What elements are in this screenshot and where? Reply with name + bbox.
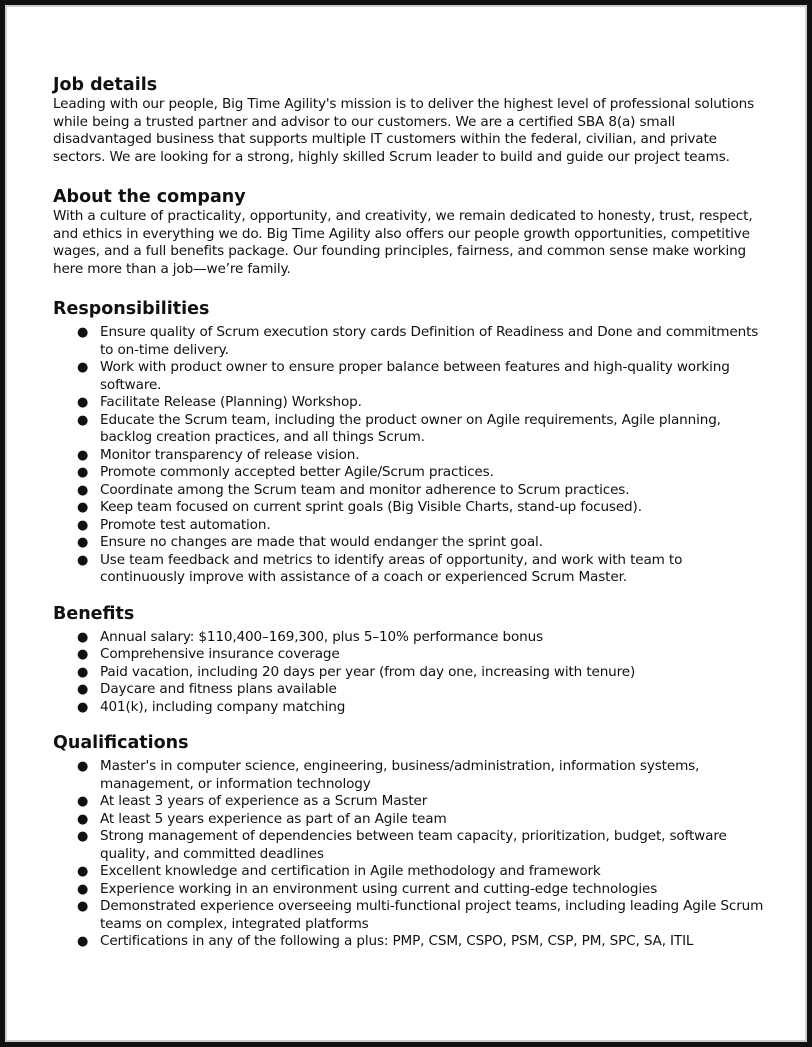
list-item-text: Coordinate among the Scrum team and monitor adherence to Scrum practices. [100,481,630,498]
section-heading: About the company [53,187,246,207]
list-item-text: Excellent knowledge and certification in Agile methodology and framework [100,863,601,879]
list-item [53,811,765,829]
list-item [53,412,765,447]
list-item-text: Promote commonly accepted better Agile/Scrum practices. [100,464,494,480]
qualifications-section [53,732,765,951]
list-item-text: Keep team focused on current sprint goals (Big Visible Charts, stand-up focused). [100,499,642,515]
list-item-text: Comprehensive insurance coverage [100,646,340,662]
list-item [53,464,765,482]
bullet-list [53,758,765,951]
list-item [53,881,765,899]
list-item [53,681,765,699]
list-item-text: Experience working in an environment using current and cutting-edge technologies [100,880,658,897]
list-item [53,517,765,535]
list-item [53,324,765,359]
list-item-text: Use team feedback and metrics to identify areas of opportunity, and work with team to continuously improve with assistance of a coach or experienced Scrum Master. [100,551,683,585]
list-item [53,499,765,517]
bullet-icon: ● [77,447,89,463]
bullet-icon: ● [77,881,89,897]
bullet-icon: ● [77,517,89,533]
bullet-icon: ● [77,500,89,515]
bullet-icon: ● [77,482,89,498]
list-item-text: Educate the Scrum team, including the product owner on Agile requirements, Agile planning, backlog creation practices, and all things Scrum. [100,411,721,445]
section-paragraph: With a culture of practicality, opportunity, and creativity, we remain dedicated to honesty, trust, respect, and ethics in everything we do. Big Time Agility also offers our people growth opportunities, competitive wages, and a full benefits package. Our founding principles, fairness, and common sense make working here more than a job—we’re family. [53,208,753,277]
list-item-text: Ensure no changes are made that would endanger the sprint goal. [100,534,543,550]
bullet-icon: ● [77,934,89,949]
responsibilities-section [53,298,765,587]
list-item [53,629,765,647]
bullet-icon: ● [77,664,89,680]
section-heading: Qualifications [53,733,189,753]
bullet-icon: ● [77,395,89,410]
list-item-text: Paid vacation, including 20 days per year (from day one, increasing with tenure) [100,663,636,680]
list-item [53,447,765,465]
list-item [53,534,765,552]
about-company-section [53,186,765,278]
list-item-text: Certifications in any of the following a plus: PMP, CSM, CSPO, PSM, CSP, PM, SPC, SA, ITIL [100,933,694,949]
list-item-text: Ensure quality of Scrum execution story cards Definition of Readiness and Done and commitments to on-time delivery. [100,324,759,358]
bullet-icon: ● [77,465,89,480]
bullet-icon: ● [77,794,89,809]
list-item-text: Promote test automation. [100,516,271,533]
list-item [53,828,765,863]
bullet-icon: ● [77,699,89,715]
list-item [53,793,765,811]
list-item [53,933,765,951]
bullet-icon: ● [77,552,89,568]
list-item-text: Daycare and fitness plans available [100,681,337,697]
bullet-icon: ● [77,325,89,340]
section-paragraph: Leading with our people, Big Time Agility's mission is to deliver the highest level of professional solutions while being a trusted partner and advisor to our customers. We are a certified SBA 8(a) small disadvantaged business that supports multiple IT customers within the federal, civilian, and private sectors. We are looking for a strong, highly skilled Scrum leader to build and guide our project teams. [53,96,755,165]
job-posting-document [53,74,765,967]
list-item [53,699,765,717]
list-item [53,482,765,500]
bullet-icon: ● [77,360,89,375]
bullet-icon: ● [77,811,89,827]
benefits-section [53,603,765,717]
list-item [53,758,765,793]
bullet-icon: ● [77,864,89,879]
list-item [53,863,765,881]
bullet-list [53,324,765,587]
bullet-icon: ● [77,829,89,844]
bullet-icon: ● [77,647,89,662]
bullet-icon: ● [77,759,89,774]
bullet-icon: ● [77,535,89,550]
bullet-icon: ● [77,412,89,428]
section-heading: Responsibilities [53,299,210,319]
list-item-text: Strong management of dependencies between team capacity, prioritization, budget, software quality, and committed deadlines [100,828,727,862]
list-item [53,394,765,412]
list-item-text: Work with product owner to ensure proper balance between features and high-quality working software. [100,359,730,393]
list-item-text: Annual salary: $110,400–169,300, plus 5–10% performance bonus [100,628,544,645]
list-item-text: At least 3 years of experience as a Scrum Master [100,793,428,809]
list-item [53,359,765,394]
list-item [53,898,765,933]
list-item-text: Master's in computer science, engineering, business/administration, information systems, management, or information technology [100,758,700,792]
list-item-text: Demonstrated experience overseeing multi-functional project teams, including leading Agile Scrum teams on complex, integrated platforms [100,898,764,932]
job-details-section [53,74,765,166]
list-item-text: Facilitate Release (Planning) Workshop. [100,394,362,410]
section-heading: Benefits [53,603,135,624]
bullet-icon: ● [77,629,89,645]
bullet-list [53,629,765,717]
section-heading: Job details [53,75,158,95]
list-item [53,646,765,664]
list-item [53,664,765,682]
list-item [53,552,765,587]
bullet-icon: ● [77,899,89,914]
list-item-text: Monitor transparency of release vision. [100,446,360,463]
list-item-text: 401(k), including company matching [100,698,346,715]
list-item-text: At least 5 years experience as part of an Agile team [100,810,447,827]
bullet-icon: ● [77,682,89,697]
